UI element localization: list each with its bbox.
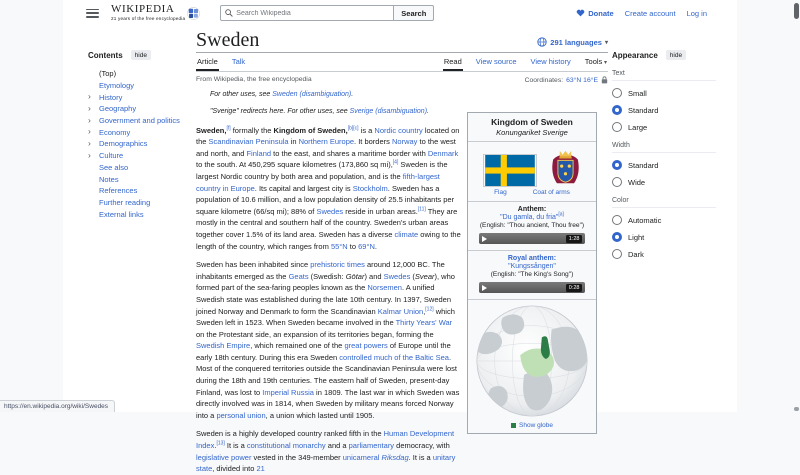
scrollbar-thumb[interactable] [794,3,799,19]
tab-view-source[interactable]: View source [475,57,517,66]
sidebar-item-label: See also [99,162,129,172]
text-span: Sweden, [196,125,227,135]
inline-link[interactable]: Imperial Russia [262,387,314,397]
inline-link[interactable]: Northern Europe [298,137,355,147]
reference-link[interactable]: [f] [226,125,231,132]
text-span: . It is a [408,452,433,462]
radio-label: Standard [628,105,659,115]
sidebar-item-government-and-politics[interactable] [88,115,190,127]
globe-map-image [473,304,591,418]
sidebar-item-label: Demographics [99,139,148,149]
inline-link[interactable]: Denmark [427,148,459,158]
royal-anthem-audio-player[interactable] [479,282,585,293]
text-span: Sweden is a highly developed country ranked fifth in the [196,429,384,439]
logo-tagline: 21 years of the free encyclopedia [111,15,186,21]
radio-option-width-standard[interactable] [612,160,716,170]
anthem-duration: 1:28 [566,235,582,243]
inline-link[interactable]: legislative power [196,452,252,462]
radio-option-color-automatic[interactable] [612,215,716,225]
infobox-native-name: Konungariket Sverige [468,128,596,142]
contents-sidebar [88,50,190,220]
text-span: . [374,241,377,251]
radio-button[interactable] [612,88,622,98]
anthem-audio-player[interactable] [479,233,585,244]
tab-view-history[interactable]: View history [530,57,571,66]
radio-button[interactable] [612,122,622,132]
radio-label: Wide [628,177,646,187]
radio-button[interactable] [612,249,622,259]
radio-label: Automatic [628,215,662,225]
reference-link[interactable]: [12] [425,306,434,312]
tab-talk[interactable]: Talk [231,57,246,66]
sidebar-item-label: External links [99,209,144,219]
reference-link[interactable]: [b][c] [347,125,359,132]
sidebar-item-label: Government and politics [99,116,180,126]
text-span: , which remained one of the [250,341,345,351]
sidebar-item-label: References [99,186,138,196]
inline-link[interactable]: Human Development Index [196,429,455,451]
text-span: to [347,241,359,251]
country-infobox [467,112,597,434]
inline-link[interactable]: 69°N [358,241,375,251]
flag-link[interactable]: Flag [494,189,507,196]
radio-label: Dark [628,249,644,259]
sidebar-item-demographics[interactable] [88,138,190,150]
radio-label: Large [628,122,648,132]
text-span: . [351,91,354,98]
chevron-down-icon: ▾ [604,39,608,46]
sidebar-item-further-reading[interactable] [88,197,190,209]
create-account-link[interactable]: Create account [624,8,676,18]
text-span: (Swedish: [308,271,346,281]
text-span: . Sweden has a population of 10.6 million, and a low population density of 25.5 inhabitants per square kilometre (66/sq mi); 88% of [196,183,455,216]
sidebar-item-etymology[interactable] [88,80,190,92]
text-span: Svear [414,271,435,281]
lock-icon [601,76,608,84]
text-span: Sweden is the largest Nordic country by both area and population, and is the [196,160,448,181]
search-area [220,5,434,21]
inline-link[interactable]: great powers [344,341,388,351]
tab-read[interactable]: Read [443,53,463,71]
wikipedia-page [63,0,737,474]
coordinates: Coordinates: 63°N 16°E [525,76,608,84]
radio-button[interactable] [612,105,622,115]
text-span: located on the [196,125,460,147]
inline-link[interactable]: Norway [391,137,418,147]
inline-link[interactable]: Nordic country [374,125,423,135]
sidebar-item-label: Culture [99,151,124,161]
sidebar-item-economy[interactable] [88,126,190,138]
radio-button[interactable] [612,160,622,170]
inline-link[interactable]: Swedes [316,206,344,216]
sidebar-item-label: History [99,92,123,102]
text-span: in [288,137,299,147]
sweden-flag-image[interactable] [483,154,537,187]
inline-link[interactable]: prehistoric times [310,260,365,270]
location-map[interactable] [468,300,596,433]
chevron-expand-icon[interactable]: › [88,114,91,125]
radio-option-color-dark[interactable] [612,249,716,259]
sidebar-item-culture[interactable] [88,150,190,162]
text-span: , divided into [212,464,257,474]
appearance-section-color: Color [612,197,716,208]
inline-link[interactable]: climate [394,229,419,239]
hatnote [210,90,608,101]
chevron-expand-icon[interactable]: › [88,138,91,149]
log-in-link[interactable]: Log in [686,8,707,18]
sidebar-item-top[interactable] [88,68,190,80]
lead-paragraph-1 [196,125,462,253]
top-bar [63,0,737,26]
inline-link[interactable]: Norsemen [367,283,402,293]
text-span: . It borders [354,137,392,147]
menu-icon[interactable] [86,9,99,18]
donate-link[interactable]: Donate [576,9,613,18]
inline-link[interactable]: Swedish Empire [196,341,251,351]
sidebar-item-label: Geography [99,104,137,114]
appearance-section-text: Text [612,70,716,81]
appearance-section-width: Width [612,142,716,153]
text-span: . [427,107,429,115]
sidebar-item-geography[interactable] [88,103,190,115]
inline-link[interactable]: 55°N [330,241,348,251]
radio-label: Standard [628,160,659,170]
text-span: which Sweden left in 1523. When Sweden became involved in the [196,306,455,328]
inline-link[interactable]: personal union [216,410,266,420]
coordinates-link[interactable]: 63°N 16°E [566,76,598,84]
text-span: , a union which lasted until 1905. [265,410,375,420]
text-span: on the Protestant side, an expansion of its territories began, forming the [196,329,434,339]
contents-title: Contents [88,50,123,60]
inline-link[interactable]: parliamentary [348,441,395,451]
inline-link[interactable]: Kalmar Union [377,306,424,316]
text-span: For other uses, see [210,91,273,98]
text-span: Kingdom of Sweden, [273,125,348,135]
text-span: democracy, with [394,441,450,451]
search-input[interactable] [236,10,389,17]
scrollbar-end [794,407,799,411]
text-span: ) and [364,271,384,281]
contents-hide-button[interactable]: hide [131,50,151,60]
inline-link[interactable]: unicameral [342,452,380,462]
radio-button[interactable] [612,232,622,242]
radio-label: Small [628,88,647,98]
sidebar-item-label: Etymology [99,81,135,91]
tab-article[interactable]: Article [196,53,219,71]
languages-button[interactable]: 291 languages ▾ [537,37,608,47]
inline-link[interactable]: Sverige (disambiguation) [349,107,428,115]
wikipedia-logo[interactable] [111,4,200,21]
page-title: Sweden [196,29,260,51]
sidebar-item-label: Economy [99,127,131,137]
text-span: vested in the 349-member [251,452,343,462]
chevron-down-icon: ▾ [602,60,607,66]
appearance-hide-button[interactable]: hide [666,50,686,60]
chevron-expand-icon[interactable]: › [88,103,91,114]
text-span: It is a [224,441,247,451]
sidebar-item-notes[interactable] [88,173,190,185]
royal-anthem-section: Royal anthem: "Kungssången" (English: "The King's Song") 0:28 [468,251,596,300]
radio-option-width-wide[interactable] [612,177,716,187]
tab-tools[interactable]: Tools ▾ [584,57,607,66]
sidebar-item-references[interactable] [88,185,190,197]
appearance-title: Appearance [612,50,658,60]
text-span: in 1809. The last war in which Sweden was directly involved was in 1814, when Sweden by military means forced Norway into a [196,387,460,420]
text-span: . A unified Swedish state was established during the late 10th century. In 1397, Sweden joined Norway and Denmark to form the Scandinavian [196,283,452,316]
infobox-title: Kingdom of Sweden [491,117,573,127]
text-span: is a [358,125,375,135]
radio-option-text-small[interactable] [612,88,716,98]
status-bar-url: https://en.wikipedia.org/wiki/Swedes [0,400,115,412]
contents-list [88,68,190,220]
search-icon [225,9,233,17]
text-span: owing to the length of the country, which ranges from [196,229,461,251]
royal-anthem-duration: 0:28 [566,284,582,292]
lead-paragraph-3 [196,428,462,474]
show-globe-toggle[interactable]: Show globe [472,420,592,433]
coat-of-arms-link[interactable]: Coat of arms [532,189,570,196]
puzzle-globe-icon [187,7,200,20]
search-box[interactable] [220,5,394,21]
inline-link[interactable]: constitutional monarchy [246,441,326,451]
sidebar-item-history[interactable] [88,91,190,103]
text-span: Götar [345,271,365,281]
radio-button[interactable] [612,177,622,187]
text-span: "Sverige" redirects here. For other uses, see [210,107,350,115]
radio-option-color-light[interactable] [612,232,716,242]
inline-link[interactable]: 21 [256,464,265,474]
text-span: to the south. At 450,295 square kilometres (173,860 sq mi), [196,160,393,170]
inline-link[interactable]: Riksdag [381,452,409,462]
reference-link[interactable]: [13] [216,440,225,447]
inline-link[interactable]: Thirty Years' War [395,318,453,328]
text-span: and a [325,441,349,451]
text-span: reside in urban areas. [343,206,418,216]
sidebar-item-label: Further reading [99,197,151,207]
search-button[interactable]: Search [393,5,434,21]
royal-anthem-label-link[interactable]: Royal anthem: [507,255,557,262]
user-links [576,9,707,18]
reference-link[interactable]: [4] [392,159,399,166]
text-span: They are mostly in the central and southern half of the country. Sweden's urban areas together cover 1.5% of its land area. Sweden has a diverse [196,206,458,239]
text-span: to the west and north, and [196,137,456,158]
inline-link[interactable]: Finland [246,148,272,158]
appearance-panel [612,50,716,266]
inline-link[interactable]: controlled much of the Baltic Sea [339,352,449,362]
chevron-expand-icon[interactable]: › [88,149,91,160]
chevron-expand-icon[interactable]: › [88,126,91,137]
anthem-section: Anthem: "Du gamla, du fria"[a] (English: "Thou ancient, Thou free") 1:28 [468,202,596,251]
coat-of-arms-image[interactable] [549,149,582,187]
scrollbar[interactable] [792,0,800,412]
radio-label: Light [628,232,645,242]
language-globe-icon [537,37,547,47]
text-span: . Most of the conquered territories outside the Scandinavian Peninsula were lost during the 18th and 19th centuries. The eastern half of Sweden, present-day Finland, was lost to [196,352,457,397]
text-span: ), who formed part of the sea-faring peoples known as the [196,271,455,293]
inline-link[interactable]: Geats [288,271,309,281]
sidebar-item-label: Notes [99,174,119,184]
sidebar-item-label: (Top) [99,69,117,79]
lead-paragraph-2 [196,259,462,421]
text-span: , [423,306,426,316]
text-span: formally the [230,125,274,135]
inline-link[interactable]: Swedes [383,271,411,281]
chevron-expand-icon[interactable]: › [88,91,91,102]
map-legend-swatch [511,423,516,428]
text-span: of Europe until the early 18th century. During this era Sweden [196,341,451,362]
inline-link[interactable]: fifth-largest country in Europe [196,171,440,193]
text-span: ( [410,271,415,281]
text-span: to the east, and shares a maritime border with [271,148,428,158]
sidebar-item-see-also[interactable] [88,162,190,174]
inline-link[interactable]: Sweden (disambiguation) [272,91,352,98]
text-span: . Its capital and largest city is [254,183,353,193]
radio-button[interactable] [612,215,622,225]
text-span: Sweden has been inhabited since [196,260,311,270]
heart-icon [576,9,585,17]
reference-link[interactable]: [11] [417,206,426,213]
inline-link[interactable]: unitary state [196,452,456,474]
play-icon[interactable] [482,285,487,291]
inline-link[interactable]: Stockholm [352,183,388,193]
logo-wordmark: WIKIPEDIA [111,3,175,16]
text-span: around 12,000 BC. The inhabitants emerged as the [196,260,445,281]
radio-option-text-large[interactable] [612,122,716,132]
radio-option-text-standard[interactable] [612,105,716,115]
royal-anthem-link[interactable]: "Kungssången" [508,263,556,270]
play-icon[interactable] [482,236,487,242]
article-tabs [196,53,608,72]
sidebar-item-external-links[interactable] [88,208,190,220]
anthem-link[interactable]: "Du gamla, du fria"[a] [500,211,564,221]
inline-link[interactable]: Scandinavian Peninsula [208,137,289,147]
site-subtitle: From Wikipedia, the free encyclopedia [196,76,312,83]
text-span: . [214,441,217,451]
